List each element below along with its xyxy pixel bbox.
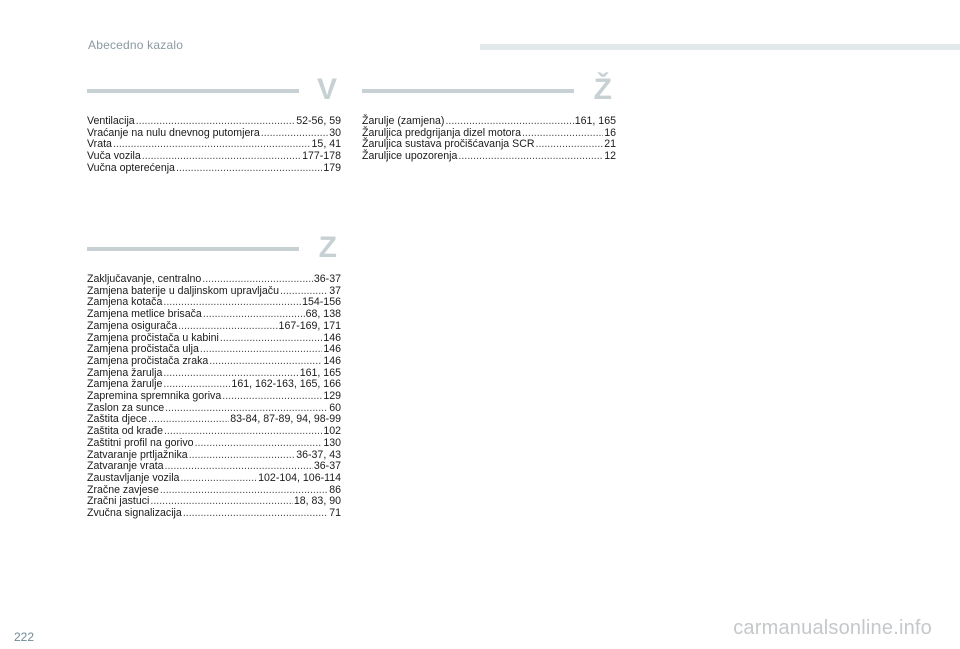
entry-pages: 36-37 bbox=[313, 273, 341, 285]
entry-pages: 68, 138 bbox=[305, 308, 341, 321]
entry-term: Žaruljice upozorenja bbox=[362, 150, 458, 163]
entry-term: Žaruljica predgrijanja dizel motora bbox=[362, 126, 521, 139]
index-entry bbox=[87, 163, 341, 175]
section-letter: Ž bbox=[593, 73, 612, 106]
section-header bbox=[87, 73, 341, 116]
page-header-title: Abecedno kazalo bbox=[88, 38, 184, 52]
entry-leader-dots bbox=[178, 321, 277, 333]
entry-term: Zatvaranje vrata bbox=[87, 460, 164, 473]
entry-term: Zvučna signalizacija bbox=[87, 507, 182, 520]
entry-term: Zaustavljanje vozila bbox=[87, 471, 180, 484]
entry-leader-dots bbox=[458, 151, 603, 163]
entry-pages: 16 bbox=[604, 126, 616, 139]
entry-term: Zamjena metlice brisača bbox=[87, 308, 202, 321]
section-rule bbox=[87, 89, 299, 93]
entry-term: Zaključavanje, centralno bbox=[87, 273, 202, 285]
page-number: 222 bbox=[14, 630, 35, 644]
entry-pages: 60 bbox=[329, 401, 341, 414]
entry-term: Vuča vozila bbox=[87, 150, 141, 163]
section-v bbox=[87, 73, 341, 175]
entry-term: Vraćanje na nulu dnevnog putomjera bbox=[87, 126, 260, 139]
index-entry bbox=[87, 356, 341, 368]
index-entry bbox=[87, 473, 341, 485]
entry-pages: 12 bbox=[604, 150, 616, 163]
entry-pages: 15, 41 bbox=[311, 138, 341, 151]
entry-term: Zračne zavjese bbox=[87, 483, 159, 496]
entry-term: Zaštita od krađe bbox=[87, 425, 163, 438]
entry-pages: 167-169, 171 bbox=[278, 319, 341, 332]
entry-pages: 146 bbox=[323, 354, 341, 367]
entry-pages: 36-37 bbox=[313, 460, 341, 473]
entry-term: Zamjena pročistača u kabini bbox=[87, 331, 219, 344]
entry-pages: 52-56, 59 bbox=[296, 115, 341, 127]
entry-term: Žaruljica sustava pročišćavanja SCR bbox=[362, 138, 535, 151]
entry-pages: 102 bbox=[323, 425, 341, 438]
entry-pages: 102-104, 106-114 bbox=[258, 471, 341, 484]
index-list bbox=[362, 116, 616, 163]
index-entry bbox=[87, 116, 341, 128]
entry-pages: 18, 83, 90 bbox=[293, 495, 341, 508]
index-entry bbox=[87, 321, 341, 333]
entry-leader-dots bbox=[183, 508, 328, 520]
header-bar bbox=[480, 44, 960, 50]
entry-term: Zamjena pročistača zraka bbox=[87, 354, 209, 367]
entry-term: Zamjena baterije u daljinskom upravljaču bbox=[87, 284, 279, 297]
entry-pages: 30 bbox=[329, 126, 341, 139]
entry-pages: 71 bbox=[329, 507, 341, 520]
entry-term: Zamjena osigurača bbox=[87, 319, 178, 332]
index-list bbox=[87, 274, 341, 520]
entry-term: Zamjena žarulja bbox=[87, 366, 163, 379]
entry-pages: 161, 162-163, 165, 166 bbox=[231, 378, 341, 391]
entry-leader-dots bbox=[222, 391, 322, 403]
entry-term: Zamjena žarulje bbox=[87, 378, 163, 391]
entry-pages: 86 bbox=[329, 483, 341, 496]
entry-pages: 21 bbox=[604, 138, 616, 151]
entry-term: Zamjena kotača bbox=[87, 296, 163, 309]
entry-pages: 83-84, 87-89, 94, 98-99 bbox=[230, 413, 341, 426]
watermark-text: carmanualsonline.info bbox=[733, 617, 932, 639]
entry-term: Zračni jastuci bbox=[87, 495, 150, 508]
entry-term: Zamjena pročistača ulja bbox=[87, 343, 199, 356]
entry-leader-dots bbox=[209, 356, 322, 368]
entry-pages: 146 bbox=[323, 331, 341, 344]
entry-term: Zapremina spremnika goriva bbox=[87, 390, 222, 403]
index-entry bbox=[362, 151, 616, 163]
entry-pages: 129 bbox=[323, 390, 341, 403]
index-entry bbox=[87, 438, 341, 450]
entry-leader-dots bbox=[195, 438, 323, 450]
entry-pages: 146 bbox=[323, 343, 341, 356]
entry-term: Zatvaranje prtljažnika bbox=[87, 448, 188, 461]
entry-pages: 161, 165 bbox=[574, 115, 616, 127]
section-header bbox=[362, 73, 616, 116]
entry-term: Zaštita djece bbox=[87, 413, 148, 426]
entry-leader-dots bbox=[136, 116, 296, 128]
entry-leader-dots bbox=[202, 274, 313, 286]
index-entry bbox=[362, 116, 616, 128]
entry-term: Žarulje (zamjena) bbox=[362, 115, 445, 127]
index-entry bbox=[87, 508, 341, 520]
section-z bbox=[87, 231, 341, 520]
section-header bbox=[87, 231, 341, 274]
entry-leader-dots bbox=[536, 139, 604, 151]
index-entry bbox=[87, 391, 341, 403]
entry-leader-dots bbox=[200, 344, 322, 356]
entry-term: Vrata bbox=[87, 138, 112, 151]
entry-leader-dots bbox=[445, 116, 573, 128]
entry-leader-dots bbox=[176, 163, 322, 175]
entry-pages: 154-156 bbox=[302, 296, 341, 309]
entry-pages: 130 bbox=[323, 436, 341, 449]
entry-leader-dots bbox=[113, 139, 311, 151]
entry-term: Zaslon za sunce bbox=[87, 401, 165, 414]
index-entry bbox=[87, 274, 341, 286]
entry-term: Ventilacija bbox=[87, 115, 135, 127]
entry-pages: 161, 165 bbox=[299, 366, 341, 379]
section-rule bbox=[87, 247, 299, 251]
entry-pages: 37 bbox=[329, 284, 341, 297]
entry-pages: 179 bbox=[323, 161, 341, 174]
entry-term: Vučna opterećenja bbox=[87, 161, 175, 174]
entry-leader-dots bbox=[180, 473, 257, 485]
index-entry bbox=[87, 128, 341, 140]
section-rule bbox=[362, 89, 574, 93]
entry-leader-dots bbox=[189, 450, 296, 462]
section-zh bbox=[362, 73, 616, 163]
index-list bbox=[87, 116, 341, 175]
entry-leader-dots bbox=[220, 333, 322, 345]
entry-term: Zaštitni profil na gorivo bbox=[87, 436, 194, 449]
entry-pages: 36-37, 43 bbox=[296, 448, 341, 461]
section-letter: V bbox=[316, 73, 337, 106]
section-letter: Z bbox=[318, 231, 337, 264]
entry-pages: 177-178 bbox=[302, 150, 341, 163]
